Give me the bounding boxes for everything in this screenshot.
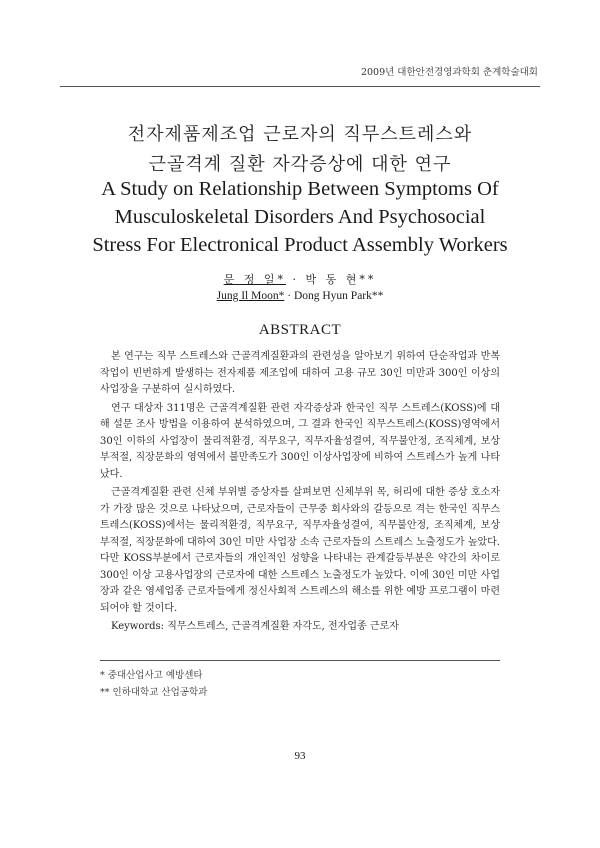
title-en-line-2: Musculoskeletal Disorders And Psychosocial <box>114 206 486 228</box>
abstract-heading: ABSTRACT <box>258 322 342 338</box>
abstract-body <box>100 349 500 638</box>
footnote-2: ** 인하대학교 산업공학과 <box>100 687 208 698</box>
footnote-rule <box>100 660 500 661</box>
authors-en <box>0 290 600 302</box>
footnote-1: * 중대산업사고 예방센타 <box>100 670 203 681</box>
title-ko-line-1: 전자제품제조업 근로자의 직무스트레스와 <box>127 124 473 145</box>
title-en-line-3: Stress For Electronical Product Assembly Workers <box>92 234 508 256</box>
author-ko-1: 문 정 일* <box>223 273 286 286</box>
author-ko-2: 박 동 현** <box>305 273 377 286</box>
header-rule <box>60 86 540 87</box>
title-ko-line-2: 근골격계 질환 자각증상에 대한 연구 <box>148 154 452 175</box>
abstract-paragraph: 근골격계질환 관련 신체 부위별 증상자를 살펴보면 신체부위 목, 허리에 대한 증상 호소자가 가장 많은 것으로 나타났으며, 근로자들이 근무중 회사와의 갈등으로 격는 한국인 직무스트레스(KOSS)에서는 물리적환경, 직무요구, 직무자율성결여, 직무불안정, 조직체계, 보상부적절, 직장문화에 대하여 30인 미만 사업장 소속 근로자들의 스트레스 노출정도가 높았다. 다만 KOSS부분에서 근로자들의 개인적인 성향을 나타내는 관계갈등부분은 약간의 차이로 300인 이상 고용사업장의 근로자에 대한 스트레스 노출정도가 높았다. 이에 30인 미만 사업장과 같은 영세업종 근로자들에게 정신사회적 스트레스의 해소를 위한 예방 프로그램이 마련되어야 할 것이다. <box>100 487 500 614</box>
abstract-paragraph: 본 연구는 직무 스트레스와 근골격계질환과의 관련성을 알아보기 위하여 단순작업과 반복 작업이 빈번하게 발생하는 전자제품 제조업에 대하여 고용 규모 30인 미만과 300인 이상의 사업장을 구분하여 실시하였다. <box>100 351 500 395</box>
author-separator: · <box>286 273 306 286</box>
title-en-line-1: A Study on Relationship Between Symptoms Of <box>101 178 499 200</box>
author-en-2: Dong Hyun Park** <box>293 290 384 302</box>
author-en-1: Jung Il Moon* <box>216 290 285 302</box>
page-number: 93 <box>294 750 306 762</box>
author-separator: · <box>284 290 294 302</box>
keywords: Keywords: 직무스트레스, 근골격계질환 자각도, 전자업종 근로자 <box>111 621 399 632</box>
abstract-paragraph: 연구 대상자 311명은 근골격계질환 관련 자각증상과 한국인 직무 스트레스(KOSS)에 대해 설문 조사 방법을 이용하여 분석하였으며, 그 결과 한국인 직무스트레스(KOSS)영역에서 30인 이하의 사업장이 물리적환경, 직무요구, 직무자율성결여, 직무불안정, 조직체계, 보상부적절, 직장문화의 영역에서 불만족도가 300인 이상사업장에 비하여 스트레스가 높게 나타났다. <box>100 402 500 480</box>
running-head: 2009년 대한안전경영과학회 춘계학술대회 <box>360 67 538 78</box>
authors-ko <box>0 271 600 287</box>
